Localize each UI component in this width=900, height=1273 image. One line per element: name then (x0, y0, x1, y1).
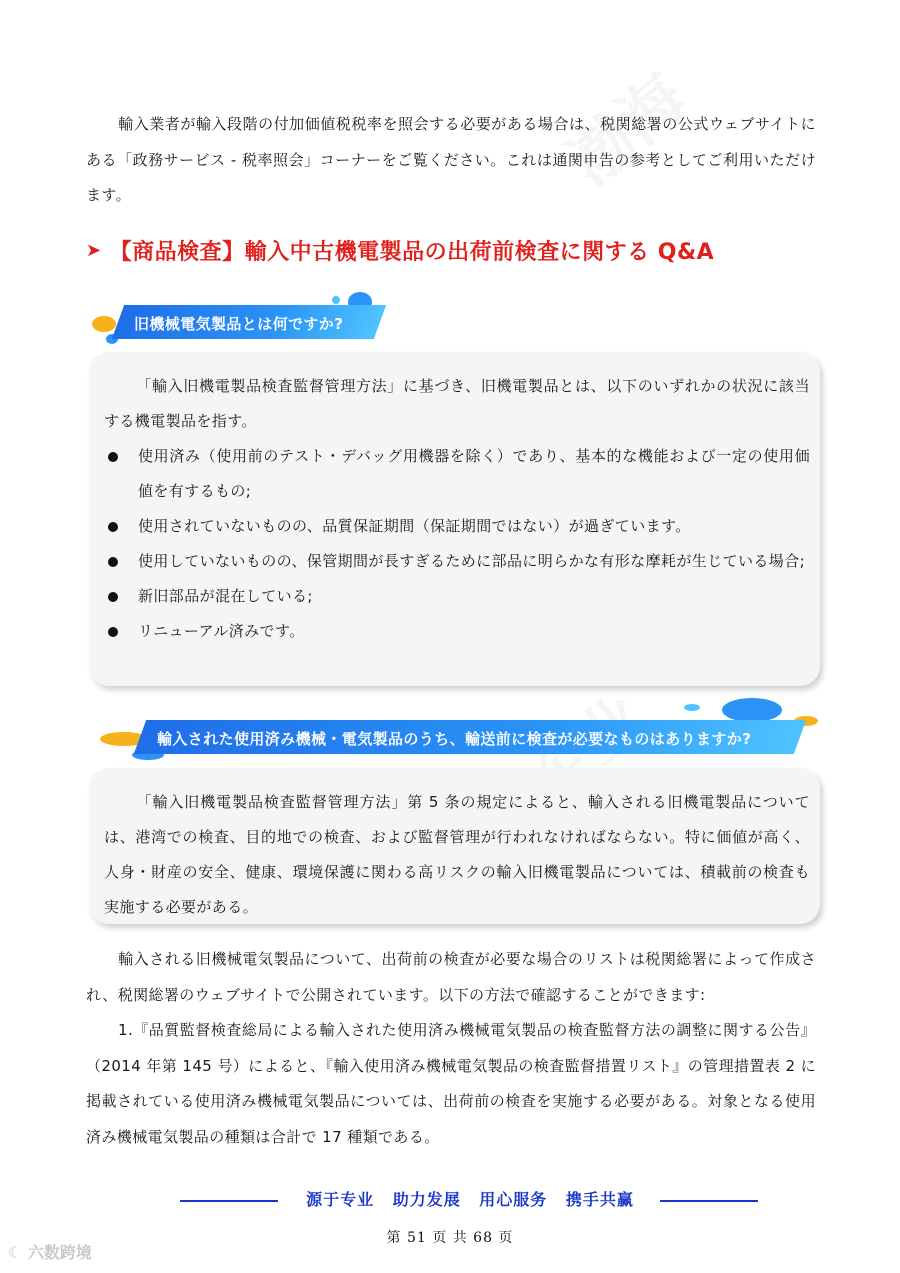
bullet-icon (108, 627, 118, 637)
bullet-icon (108, 522, 118, 532)
bullet-icon (108, 592, 118, 602)
decoration-bubble (332, 296, 340, 304)
logo-icon: ☾ (8, 1243, 23, 1262)
section-title (86, 230, 816, 270)
section-title-text: 【商品検査】輸入中古機電製品の出荷前検査に関する Q&A (109, 239, 715, 265)
arrow-icon: ➤ (86, 239, 102, 261)
q1-answer-intro: 「輸入旧機電製品検査監督管理方法」に基づき、旧機電製品とは、以下のいずれかの状況に該当する機電製品を指す。 (104, 377, 810, 430)
bullet-icon (108, 557, 118, 567)
footer-divider-right (660, 1200, 758, 1202)
list-item: 新旧部品が混在している; (104, 579, 810, 614)
q1-bullet-list (104, 439, 810, 649)
q1-answer (104, 369, 810, 649)
list-item: 使用していないものの、保管期間が長すぎるために部品に明らかな有形な摩耗が生じている場合; (104, 544, 810, 579)
list-item: リニューアル済みです。 (104, 614, 810, 649)
footer-divider-left (180, 1200, 278, 1202)
q2-question: 輸入された使用済み機械・電気製品のうち、輸送前に検査が必要なものはありますか? (157, 730, 752, 748)
item-1-paragraph: 1.『品質監督検査総局による輸入された使用済み機械電気製品の検査監督方法の調整に関する公告』（2014 年第 145 号）によると、『輸入使用済み機械電気製品の検査監督措置リスト』の管理措置表 2 に掲載されている使用済み機械電気製品については、出荷前の検査を実施する必要がある。対象となる使用済み機械電気製品の種類は合計で 17 種類である。 (86, 1021, 816, 1146)
decoration-bubble (684, 704, 700, 711)
decoration-bubble (92, 316, 116, 332)
list-item: 使用されていないものの、品質保証期間（保証期間ではない）が過ぎています。 (104, 509, 810, 544)
footer-slogan: 源于专业 助力发展 用心服务 携手共赢 (306, 1190, 634, 1209)
list-intro-paragraph: 輸入される旧機械電気製品について、出荷前の検査が必要な場合のリストは税関総署によって作成され、税関総署のウェブサイトで公開されています。以下の方法で確認することができます: (86, 950, 816, 1004)
list-item: 使用済み（使用前のテスト・デバッグ用機器を除く）であり、基本的な機能および一定の使用価値を有するもの; (104, 439, 810, 509)
page-number: 第 51 页 共 68 页 (386, 1230, 514, 1246)
brand-logo: ☾ 六数跨境 (8, 1243, 92, 1262)
q1-question: 旧機械電気製品とは何ですか? (134, 315, 344, 333)
bullet-icon (108, 452, 118, 462)
intro-paragraph: 輸入業者が輸入段階の付加価値税税率を照会する必要がある場合は、税関総署の公式ウェブサイトにある「政務サービス - 税率照会」コーナーをご覧ください。これは通関申告の参考としてご利用いただけます。 (86, 115, 816, 204)
q2-answer: 「輸入旧機電製品検査監督管理方法」第 5 条の規定によると、輸入される旧機電製品については、港湾での検査、目的地での検査、および監督管理が行われなければならない。特に価値が高く、人身・財産の安全、健康、環境保護に関わる高リスクの輸入旧機電製品については、積載前の検査も実施する必要がある。 (104, 793, 810, 916)
decoration-bubble (722, 698, 782, 722)
